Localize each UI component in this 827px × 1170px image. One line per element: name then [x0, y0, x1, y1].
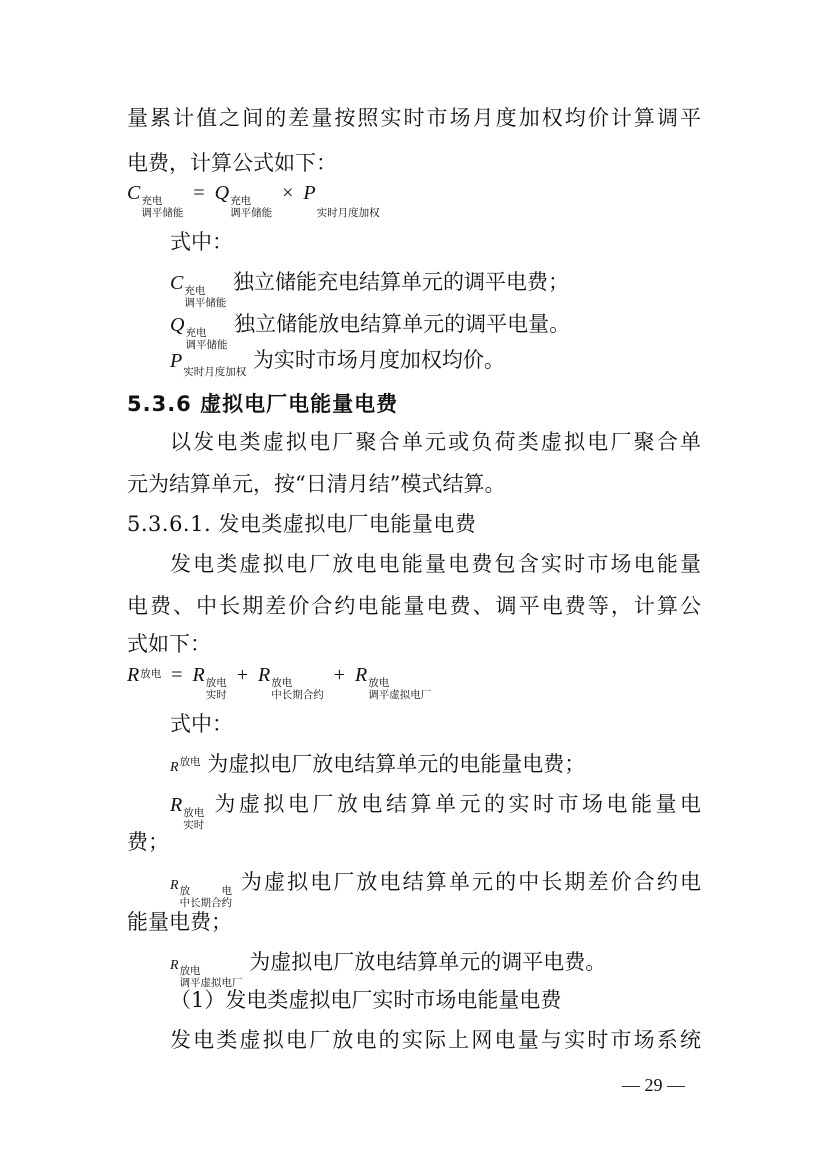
- paragraph-line: 以发电类虚拟电厂聚合单元或负荷类虚拟电厂聚合单: [170, 430, 701, 454]
- formula-symbol: Q: [214, 182, 230, 204]
- formula-symbol: P: [303, 182, 316, 204]
- definition-line: R 放电 调平虚拟电厂 为虚拟电厂放电结算单元的调平电费。: [170, 950, 607, 989]
- list-item-heading: （1）发电类虚拟电厂实时市场电能量电费: [170, 988, 562, 1012]
- paragraph-line: 能量电费；: [127, 910, 232, 934]
- paragraph-line: 式如下：: [127, 632, 211, 656]
- paragraph-line: 发电类虚拟电厂放电的实际上网电量与实时市场系统: [170, 1028, 701, 1052]
- definition-line: Q 充电 调平储能 独立储能放电结算单元的调平电量。: [170, 312, 571, 351]
- formula-operator: +: [236, 664, 248, 686]
- formula-subscript: 调平储能: [141, 207, 184, 219]
- label-shizhong: 式中：: [170, 712, 233, 736]
- formula-operator: +: [333, 664, 345, 686]
- definition-line: R 放电 中长期合约 为虚拟电厂放电结算单元的中长期差价合约电: [170, 870, 701, 909]
- formula-superscript: 充电: [141, 195, 163, 207]
- paragraph-line: 费；: [127, 830, 169, 854]
- subsection-heading: 5.3.6.1. 发电类虚拟电厂电能量电费: [127, 512, 477, 536]
- formula-operator: =: [171, 664, 183, 686]
- formula-subscript: 实时月度加权: [316, 207, 380, 219]
- paragraph-line: 发电类虚拟电厂放电电能量电费包含实时市场电能量: [170, 552, 701, 576]
- paragraph-line: 元为结算单元，按“日清月结”模式结算。: [127, 472, 506, 496]
- label-shizhong: 式中：: [170, 230, 233, 254]
- formula-subscript: 调平储能: [230, 207, 273, 219]
- definition-line: C 充电 调平储能 独立储能充电结算单元的调平电费；: [170, 270, 570, 309]
- formula-symbol: C: [127, 182, 141, 204]
- page-number: — 29 —: [622, 1075, 685, 1095]
- paragraph-line: 电费、中长期差价合约电能量电费、调平电费等，计算公: [127, 594, 701, 618]
- section-heading: 5.3.6 虚拟电厂电能量电费: [127, 392, 399, 416]
- paragraph-line: 电费，计算公式如下：: [127, 151, 337, 175]
- definition-line: P 实时月度加权 为实时市场月度加权均价。: [170, 348, 505, 378]
- definition-line: R 放电 为虚拟电厂放电结算单元的电能量电费；: [170, 752, 586, 776]
- formula-operator: ×: [282, 182, 294, 204]
- formula-discharge-fee: R 放电 = R 放电 实时 + R 放电 中长期合约 + R 放电 调平虚拟电厂: [127, 664, 432, 701]
- paragraph-line: 量累计值之间的差量按照实时市场月度加权均价计算调平: [127, 106, 701, 130]
- formula-charge-fee: [127, 180, 380, 219]
- formula-operator: =: [193, 182, 205, 204]
- definition-line: R 放电 实时 为虚拟电厂放电结算单元的实时市场电能量电: [170, 792, 701, 831]
- formula-superscript: 充电: [230, 195, 252, 207]
